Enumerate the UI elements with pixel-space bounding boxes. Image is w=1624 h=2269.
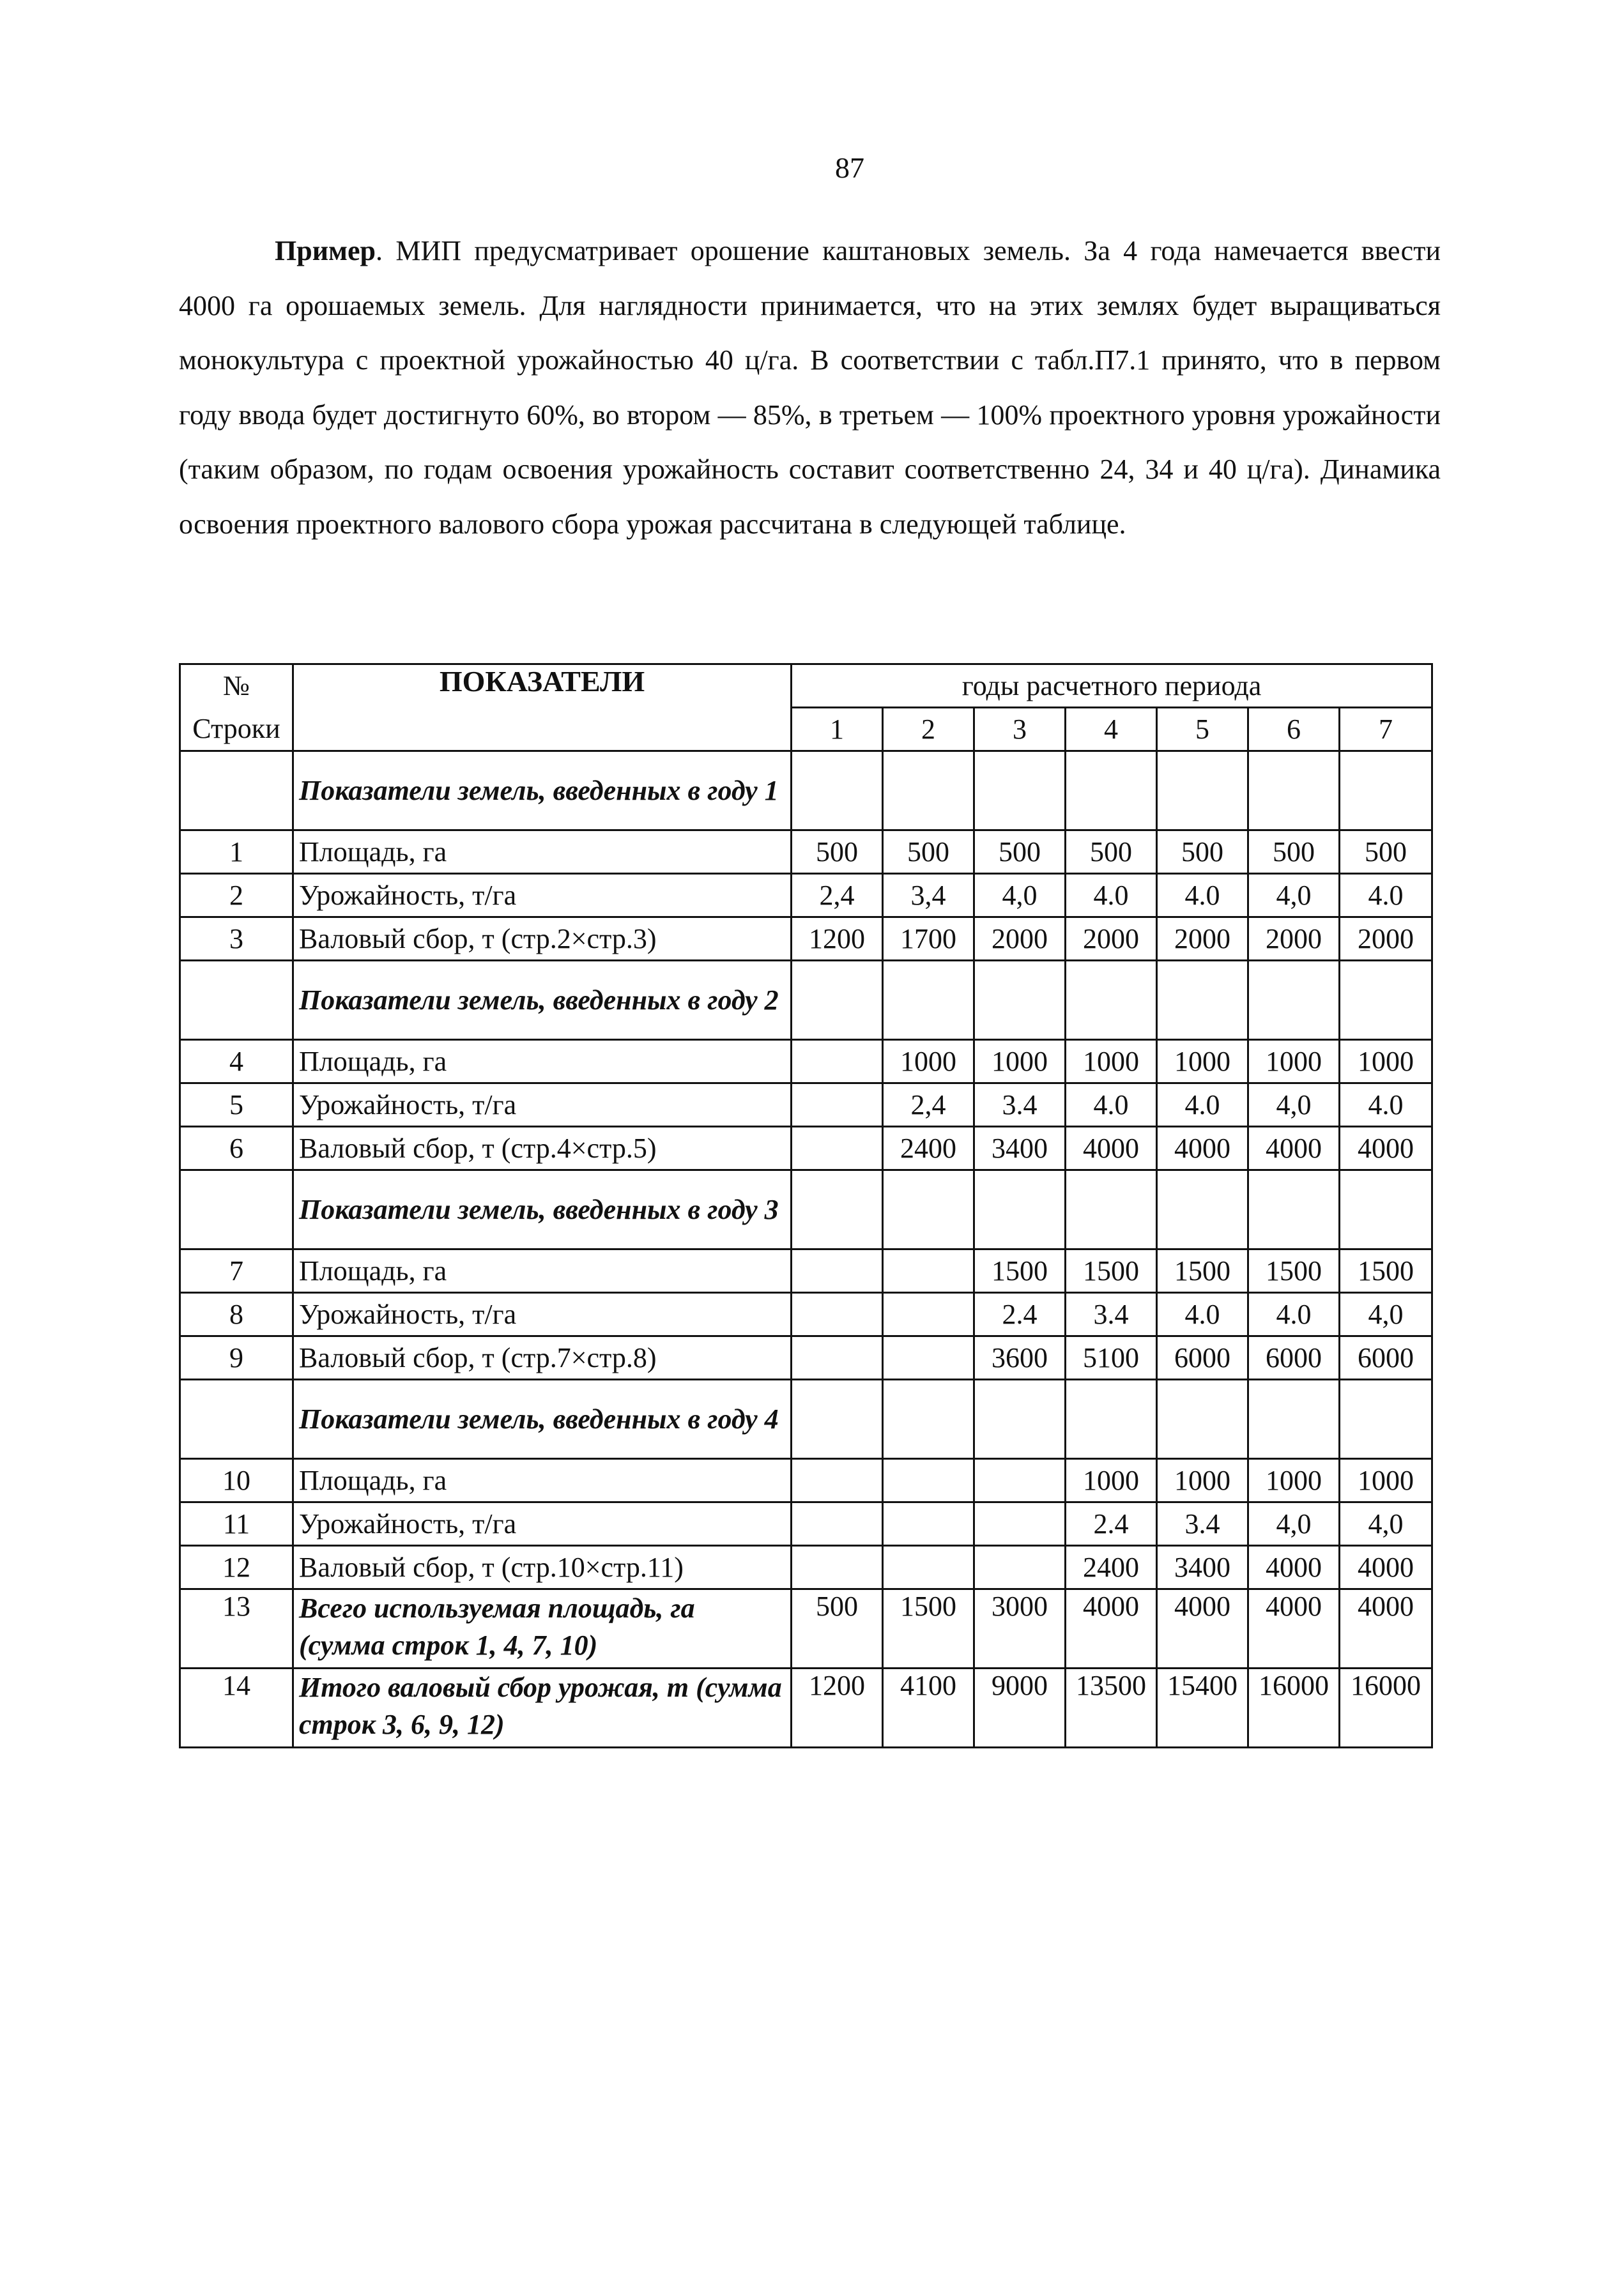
year-header: 2 — [883, 708, 974, 751]
table-cell: 2.4 — [1066, 1502, 1157, 1546]
table-cell: 4.0 — [1157, 1293, 1248, 1336]
year-header: 6 — [1248, 708, 1340, 751]
table-cell: 2000 — [1248, 917, 1340, 961]
table-row — [180, 1546, 1432, 1589]
table-cell — [883, 1336, 974, 1380]
table-cell: 500 — [792, 1589, 883, 1669]
table-cell: 4000 — [1248, 1546, 1340, 1589]
table-cell — [883, 751, 974, 830]
table-cell — [974, 1546, 1066, 1589]
total-title: Всего используемая площадь, га (сумма строк 1, 4, 7, 10) — [293, 1589, 792, 1669]
year-header: 4 — [1066, 708, 1157, 751]
table-cell — [1157, 961, 1248, 1040]
table-cell — [792, 1502, 883, 1546]
row-number: 14 — [180, 1669, 293, 1748]
table-cell: 4000 — [1248, 1127, 1340, 1170]
table-cell: 4000 — [1066, 1589, 1157, 1669]
table-cell — [792, 1083, 883, 1127]
table-cell — [883, 1293, 974, 1336]
table-cell — [792, 1380, 883, 1459]
table-cell: 2000 — [1157, 917, 1248, 961]
table-cell: 16000 — [1248, 1669, 1340, 1748]
table-row — [180, 1083, 1432, 1127]
table-cell: 1500 — [1157, 1249, 1248, 1293]
table-cell — [1066, 1380, 1157, 1459]
table-cell: 1200 — [792, 917, 883, 961]
row-number: 1 — [180, 830, 293, 874]
table-cell — [792, 1293, 883, 1336]
row-number: 9 — [180, 1336, 293, 1380]
table-cell — [1340, 961, 1432, 1040]
total-row — [180, 1589, 1432, 1669]
table-cell: 2,4 — [792, 874, 883, 917]
row-number-header: № — [180, 664, 293, 708]
table-cell: 3.4 — [974, 1083, 1066, 1127]
table-cell: 2000 — [1340, 917, 1432, 961]
row-number-header-label: Строки — [180, 708, 293, 751]
table-cell — [883, 1502, 974, 1546]
table-cell — [1066, 1170, 1157, 1249]
table-header — [180, 664, 1432, 751]
table-cell — [1340, 751, 1432, 830]
table-cell: 4000 — [1340, 1127, 1432, 1170]
table-cell — [1248, 961, 1340, 1040]
table-cell: 4000 — [1248, 1589, 1340, 1669]
table-cell: 2,4 — [883, 1083, 974, 1127]
table-cell — [1157, 751, 1248, 830]
table-cell: 4.0 — [1066, 1083, 1157, 1127]
indicator-name: Валовый сбор, т (стр.4×стр.5) — [293, 1127, 792, 1170]
indicator-name: Валовый сбор, т (стр.10×стр.11) — [293, 1546, 792, 1589]
table-cell: 1500 — [1248, 1249, 1340, 1293]
table-cell — [883, 1459, 974, 1502]
table-cell — [883, 1546, 974, 1589]
section-title: Показатели земель, введенных в году 1 — [293, 751, 792, 830]
section-title: Показатели земель, введенных в году 2 — [293, 961, 792, 1040]
section-row — [180, 1170, 1432, 1249]
table-cell — [792, 1170, 883, 1249]
table-cell: 4000 — [1066, 1127, 1157, 1170]
indicator-name: Валовый сбор, т (стр.7×стр.8) — [293, 1336, 792, 1380]
table-cell: 500 — [1340, 830, 1432, 874]
indicators-table — [179, 663, 1433, 1748]
table-cell: 3.4 — [1066, 1293, 1157, 1336]
section-row — [180, 961, 1432, 1040]
table-cell — [792, 1127, 883, 1170]
row-number — [180, 961, 293, 1040]
row-number: 2 — [180, 874, 293, 917]
table-cell: 4,0 — [1340, 1293, 1432, 1336]
table-cell — [1340, 1380, 1432, 1459]
table-cell: 4.0 — [1066, 874, 1157, 917]
table-cell: 4.0 — [1248, 1293, 1340, 1336]
table-cell: 4.0 — [1157, 1083, 1248, 1127]
table-cell: 1000 — [1157, 1040, 1248, 1083]
table-cell — [883, 1249, 974, 1293]
section-row — [180, 751, 1432, 830]
table-cell: 3400 — [1157, 1546, 1248, 1589]
table-cell: 15400 — [1157, 1669, 1248, 1748]
table-cell: 1000 — [1157, 1459, 1248, 1502]
table-cell: 2000 — [1066, 917, 1157, 961]
table-cell: 4,0 — [1248, 1083, 1340, 1127]
table-row — [180, 1459, 1432, 1502]
table-cell: 4.0 — [1340, 874, 1432, 917]
indicator-name: Урожайность, т/га — [293, 1293, 792, 1336]
table-cell: 16000 — [1340, 1669, 1432, 1748]
row-number: 12 — [180, 1546, 293, 1589]
row-number — [180, 1380, 293, 1459]
total-row — [180, 1669, 1432, 1748]
table-cell — [974, 961, 1066, 1040]
table-row — [180, 1249, 1432, 1293]
table-cell: 3.4 — [1157, 1502, 1248, 1546]
table-cell — [974, 751, 1066, 830]
table-cell: 9000 — [974, 1669, 1066, 1748]
indicator-name: Площадь, га — [293, 1040, 792, 1083]
table-cell: 2000 — [974, 917, 1066, 961]
paragraph-lead: Пример — [275, 235, 376, 266]
table-cell — [883, 1170, 974, 1249]
row-number: 5 — [180, 1083, 293, 1127]
paragraph-text: . МИП предусматривает орошение каштановых земель. За 4 года намечается ввести 4000 га орошаемых земель. Для наглядности принимается, что на этих землях будет выращиваться монокультура с проектной урожайностью 40 ц/га. В соответствии с табл.П7.1 принято, что в первом году ввода будет достигнуто 60%, во втором — 85%, в третьем — 100% проектного уровня урожайности (таким образом, по годам освоения урожайность составит соответственно 24, 34 и 40 ц/га). Динамика освоения проектного валового сбора урожая рассчитана в следующей таблице. — [179, 235, 1441, 540]
table-cell: 1000 — [1340, 1040, 1432, 1083]
table-row — [180, 1040, 1432, 1083]
table-cell: 1700 — [883, 917, 974, 961]
table-row — [180, 917, 1432, 961]
year-header: 7 — [1340, 708, 1432, 751]
table-cell: 1000 — [1340, 1459, 1432, 1502]
indicator-name: Урожайность, т/га — [293, 874, 792, 917]
row-number — [180, 1170, 293, 1249]
table-cell: 6000 — [1248, 1336, 1340, 1380]
years-period-header: годы расчетного периода — [792, 664, 1432, 708]
row-number: 7 — [180, 1249, 293, 1293]
table-cell — [974, 1380, 1066, 1459]
row-number: 13 — [180, 1589, 293, 1669]
table-cell: 500 — [1248, 830, 1340, 874]
indicator-name: Урожайность, т/га — [293, 1083, 792, 1127]
table-cell — [1066, 751, 1157, 830]
table-row — [180, 1502, 1432, 1546]
table-cell: 13500 — [1066, 1669, 1157, 1748]
table-cell — [974, 1502, 1066, 1546]
table-cell — [1248, 1170, 1340, 1249]
section-title: Показатели земель, введенных в году 3 — [293, 1170, 792, 1249]
table-cell: 4000 — [1340, 1546, 1432, 1589]
table-cell: 2400 — [883, 1127, 974, 1170]
table-cell: 1000 — [1248, 1040, 1340, 1083]
table-cell — [792, 961, 883, 1040]
table-row — [180, 874, 1432, 917]
table-cell — [1248, 1380, 1340, 1459]
table-cell — [1248, 751, 1340, 830]
table-cell: 6000 — [1340, 1336, 1432, 1380]
table-cell: 4,0 — [1248, 874, 1340, 917]
table-cell: 4,0 — [1248, 1502, 1340, 1546]
table-cell: 2400 — [1066, 1546, 1157, 1589]
row-number: 4 — [180, 1040, 293, 1083]
table-cell: 1500 — [1066, 1249, 1157, 1293]
table-cell: 4,0 — [1340, 1502, 1432, 1546]
table-cell: 4000 — [1157, 1127, 1248, 1170]
indicator-name: Площадь, га — [293, 1249, 792, 1293]
table-cell — [974, 1170, 1066, 1249]
table-cell — [883, 961, 974, 1040]
row-number: 6 — [180, 1127, 293, 1170]
table-cell: 1500 — [883, 1589, 974, 1669]
table-cell: 1000 — [974, 1040, 1066, 1083]
section-row — [180, 1380, 1432, 1459]
table-cell: 500 — [1157, 830, 1248, 874]
table-cell — [1066, 961, 1157, 1040]
row-number — [180, 751, 293, 830]
table-cell: 1500 — [1340, 1249, 1432, 1293]
table-cell — [792, 1459, 883, 1502]
table-row — [180, 1336, 1432, 1380]
table-cell: 1500 — [974, 1249, 1066, 1293]
table-cell — [792, 1249, 883, 1293]
indicator-name: Урожайность, т/га — [293, 1502, 792, 1546]
table-cell — [1157, 1380, 1248, 1459]
table-cell — [1340, 1170, 1432, 1249]
table-cell: 5100 — [1066, 1336, 1157, 1380]
example-paragraph — [179, 224, 1441, 551]
table-cell: 4000 — [1157, 1589, 1248, 1669]
year-header: 3 — [974, 708, 1066, 751]
table-cell: 4.0 — [1157, 874, 1248, 917]
row-number: 10 — [180, 1459, 293, 1502]
table-cell: 1000 — [1248, 1459, 1340, 1502]
table-cell — [1157, 1170, 1248, 1249]
table-cell — [792, 1546, 883, 1589]
table-cell — [792, 1040, 883, 1083]
indicator-name: Валовый сбор, т (стр.2×стр.3) — [293, 917, 792, 961]
table-cell: 3000 — [974, 1589, 1066, 1669]
table-cell — [883, 1380, 974, 1459]
table-cell: 6000 — [1157, 1336, 1248, 1380]
table-cell: 3600 — [974, 1336, 1066, 1380]
table-cell — [792, 751, 883, 830]
table-cell: 4000 — [1340, 1589, 1432, 1669]
total-title: Итого валовый сбор урожая, т (сумма строк 3, 6, 9, 12) — [293, 1669, 792, 1748]
section-title: Показатели земель, введенных в году 4 — [293, 1380, 792, 1459]
table-row — [180, 830, 1432, 874]
table-cell: 2.4 — [974, 1293, 1066, 1336]
table-row — [180, 1293, 1432, 1336]
indicator-name: Площадь, га — [293, 830, 792, 874]
year-header: 5 — [1157, 708, 1248, 751]
table-cell: 1000 — [1066, 1459, 1157, 1502]
table-cell — [792, 1336, 883, 1380]
table-cell: 500 — [792, 830, 883, 874]
year-header: 1 — [792, 708, 883, 751]
table-cell: 500 — [883, 830, 974, 874]
table-cell: 4.0 — [1340, 1083, 1432, 1127]
row-number: 8 — [180, 1293, 293, 1336]
table-cell: 1000 — [1066, 1040, 1157, 1083]
table-cell: 500 — [974, 830, 1066, 874]
table-cell — [974, 1459, 1066, 1502]
table-cell: 4,0 — [974, 874, 1066, 917]
indicator-name: Площадь, га — [293, 1459, 792, 1502]
row-number: 3 — [180, 917, 293, 961]
table-row — [180, 1127, 1432, 1170]
page-number: 87 — [835, 151, 864, 184]
indicators-header: ПОКАЗАТЕЛИ — [293, 664, 792, 751]
table-cell: 4100 — [883, 1669, 974, 1748]
table-body — [180, 751, 1432, 1748]
table-cell: 1200 — [792, 1669, 883, 1748]
table-cell: 3,4 — [883, 874, 974, 917]
row-number: 11 — [180, 1502, 293, 1546]
table-cell: 3400 — [974, 1127, 1066, 1170]
table-cell: 1000 — [883, 1040, 974, 1083]
table-cell: 500 — [1066, 830, 1157, 874]
